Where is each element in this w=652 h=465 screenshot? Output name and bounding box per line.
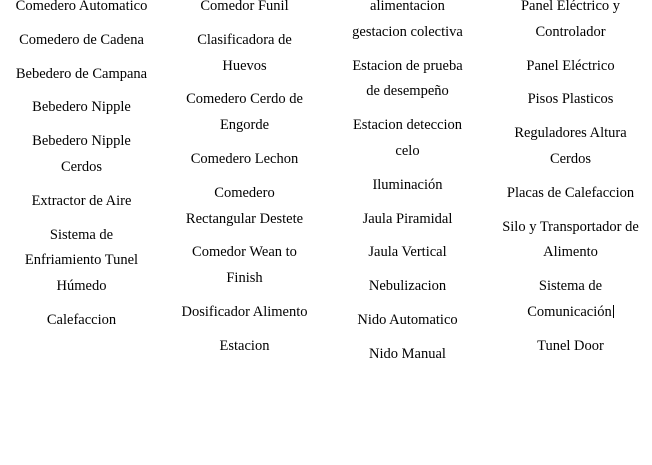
list-item[interactable]: Comedero Lechon (190, 150, 299, 167)
text-caret (613, 305, 614, 318)
list-item[interactable]: Dosificador Alimento (181, 303, 308, 320)
list-item[interactable]: Nido Manual (369, 345, 446, 362)
list-item[interactable]: Comedero Automatico (15, 0, 148, 14)
list-item[interactable]: Panel Eléctrico (526, 57, 615, 74)
list-item[interactable]: Comedero de Cadena (19, 31, 144, 48)
list-item-label: Sistema de Comunicación (527, 278, 612, 320)
list-item[interactable]: Comedero Cerdo de Engorde (186, 91, 303, 134)
list-item[interactable]: Iluminación (372, 176, 443, 193)
list-item[interactable]: Tunel Door (537, 337, 604, 354)
list-item[interactable]: Calefaccion (46, 311, 117, 328)
list-item[interactable]: Silo y Transportador de Alimento (502, 218, 639, 261)
list-item[interactable]: alimentacion gestacion colectiva (352, 0, 463, 40)
list-item[interactable]: Estacion de prueba de desempeño (352, 57, 463, 100)
list-item[interactable]: Extractor de Aire (31, 192, 132, 209)
list-item[interactable]: Pisos Plasticos (527, 91, 614, 108)
list-item[interactable]: Estacion (219, 337, 270, 354)
list-item[interactable]: Nebulizacion (368, 278, 447, 295)
list-item[interactable]: Estacion deteccion celo (352, 117, 463, 159)
list-item[interactable]: Nido Automatico (357, 311, 458, 328)
column-1 (0, 0, 163, 465)
column-3 (326, 0, 489, 465)
column-4 (489, 0, 652, 465)
list-item[interactable]: Jaula Vertical (368, 244, 447, 261)
list-item[interactable]: Comedor Funil (200, 0, 289, 14)
list-item[interactable]: Comedero Rectangular Destete (185, 184, 304, 227)
list-item[interactable]: Jaula Piramidal (362, 210, 453, 227)
list-item[interactable]: Panel Eléctrico y Controlador (520, 0, 621, 40)
column-2 (163, 0, 326, 465)
list-item[interactable]: Clasificadora de Huevos (197, 31, 292, 74)
list-item[interactable]: Comedor Wean to Finish (192, 244, 297, 287)
list-item[interactable]: Placas de Calefaccion (506, 184, 635, 201)
list-item[interactable]: Bebedero Nipple Cerdos (32, 133, 131, 175)
list-item[interactable]: Bebedero Nipple (32, 99, 131, 116)
list-item-with-caret[interactable] (501, 274, 641, 326)
list-item[interactable]: Bebedero de Campana (15, 65, 148, 82)
list-item[interactable]: Reguladores Altura Cerdos (514, 125, 627, 167)
list-item[interactable]: Sistema de Enfriamiento Tunel Húmedo (24, 226, 139, 295)
